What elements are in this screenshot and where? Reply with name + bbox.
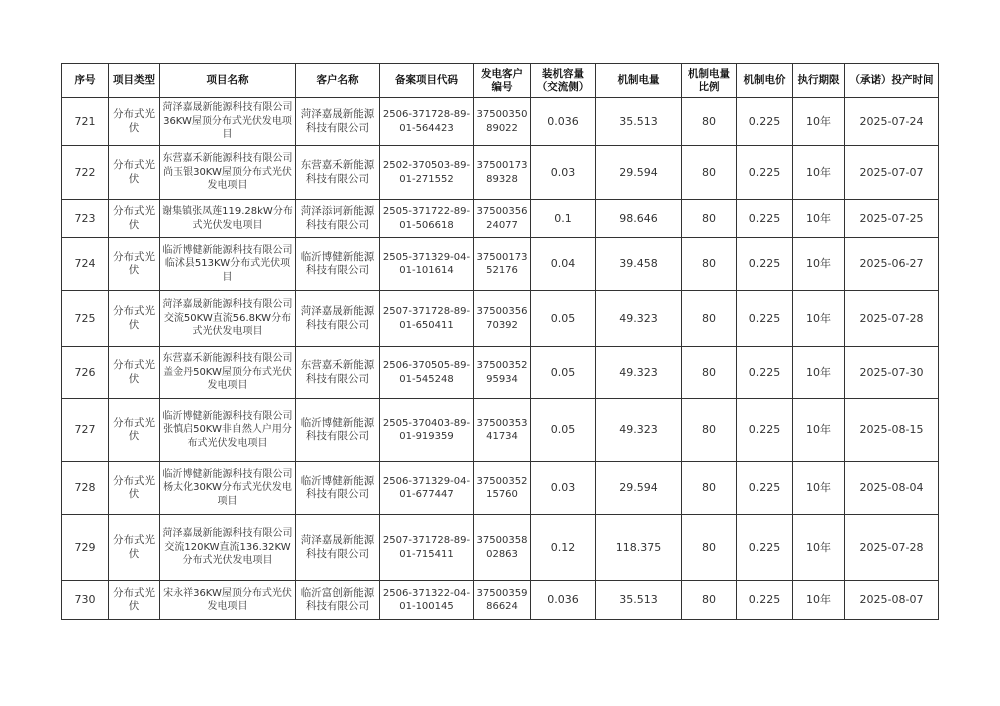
cell-energy: 49.323 — [596, 347, 682, 399]
cell-ratio: 80 — [682, 238, 737, 291]
cell-date: 2025-08-15 — [845, 399, 939, 462]
cell-customer: 临沂博健新能源科技有限公司 — [296, 399, 380, 462]
cell-ratio: 80 — [682, 581, 737, 620]
cell-term: 10年 — [793, 462, 845, 515]
cell-price: 0.225 — [737, 200, 793, 238]
cell-type: 分布式光伏 — [109, 146, 160, 200]
cell-customer: 东营嘉禾新能源科技有限公司 — [296, 146, 380, 200]
table-row — [62, 515, 939, 581]
cell-customer: 临沂博健新能源科技有限公司 — [296, 462, 380, 515]
cell-price: 0.225 — [737, 238, 793, 291]
cell-account: 3750035341734 — [474, 399, 531, 462]
cell-account: 3750035802863 — [474, 515, 531, 581]
cell-ratio: 80 — [682, 347, 737, 399]
cell-price: 0.225 — [737, 515, 793, 581]
cell-energy: 49.323 — [596, 399, 682, 462]
cell-price: 0.225 — [737, 462, 793, 515]
table-row — [62, 200, 939, 238]
cell-customer: 菏泽嘉晟新能源科技有限公司 — [296, 291, 380, 347]
table-row — [62, 462, 939, 515]
header-account: 发电客户编号 — [474, 64, 531, 98]
cell-type: 分布式光伏 — [109, 291, 160, 347]
cell-price: 0.225 — [737, 399, 793, 462]
cell-no: 722 — [62, 146, 109, 200]
cell-date: 2025-08-04 — [845, 462, 939, 515]
cell-code: 2505-370403-89-01-919359 — [380, 399, 474, 462]
cell-customer: 临沂富创新能源科技有限公司 — [296, 581, 380, 620]
cell-no: 725 — [62, 291, 109, 347]
cell-term: 10年 — [793, 146, 845, 200]
cell-account: 3750017389328 — [474, 146, 531, 200]
table-row — [62, 146, 939, 200]
cell-date: 2025-07-25 — [845, 200, 939, 238]
table-header-row — [62, 64, 939, 98]
cell-price: 0.225 — [737, 291, 793, 347]
cell-code: 2506-371728-89-01-564423 — [380, 98, 474, 146]
header-energy: 机制电量 — [596, 64, 682, 98]
cell-energy: 29.594 — [596, 462, 682, 515]
cell-capacity: 0.04 — [531, 238, 596, 291]
cell-capacity: 0.036 — [531, 581, 596, 620]
cell-term: 10年 — [793, 238, 845, 291]
cell-energy: 39.458 — [596, 238, 682, 291]
cell-term: 10年 — [793, 347, 845, 399]
header-no: 序号 — [62, 64, 109, 98]
cell-ratio: 80 — [682, 291, 737, 347]
cell-no: 728 — [62, 462, 109, 515]
cell-capacity: 0.1 — [531, 200, 596, 238]
cell-energy: 35.513 — [596, 581, 682, 620]
header-capacity: 装机容量（交流侧） — [531, 64, 596, 98]
cell-code: 2506-371329-04-01-677447 — [380, 462, 474, 515]
cell-account: 3750035089022 — [474, 98, 531, 146]
cell-account: 3750035986624 — [474, 581, 531, 620]
cell-date: 2025-07-28 — [845, 291, 939, 347]
cell-price: 0.225 — [737, 98, 793, 146]
cell-no: 727 — [62, 399, 109, 462]
cell-term: 10年 — [793, 581, 845, 620]
header-term: 执行期限 — [793, 64, 845, 98]
cell-name: 菏泽嘉晟新能源科技有限公司交流50KW直流56.8KW分布式光伏发电项目 — [160, 291, 296, 347]
cell-date: 2025-07-28 — [845, 515, 939, 581]
cell-term: 10年 — [793, 399, 845, 462]
cell-capacity: 0.03 — [531, 146, 596, 200]
cell-ratio: 80 — [682, 515, 737, 581]
cell-term: 10年 — [793, 200, 845, 238]
cell-account: 3750035624077 — [474, 200, 531, 238]
cell-price: 0.225 — [737, 347, 793, 399]
cell-code: 2506-371322-04-01-100145 — [380, 581, 474, 620]
cell-no: 729 — [62, 515, 109, 581]
cell-name: 谢集镇张凤莲119.28kW分布式光伏发电项目 — [160, 200, 296, 238]
cell-date: 2025-07-07 — [845, 146, 939, 200]
cell-type: 分布式光伏 — [109, 238, 160, 291]
cell-date: 2025-07-24 — [845, 98, 939, 146]
cell-code: 2507-371728-89-01-715411 — [380, 515, 474, 581]
cell-type: 分布式光伏 — [109, 462, 160, 515]
cell-name: 东营嘉禾新能源科技有限公司盖金丹50KW屋顶分布式光伏发电项目 — [160, 347, 296, 399]
cell-energy: 29.594 — [596, 146, 682, 200]
cell-energy: 49.323 — [596, 291, 682, 347]
cell-date: 2025-07-30 — [845, 347, 939, 399]
table-row — [62, 581, 939, 620]
cell-no: 726 — [62, 347, 109, 399]
cell-energy: 118.375 — [596, 515, 682, 581]
cell-date: 2025-06-27 — [845, 238, 939, 291]
cell-customer: 临沂博健新能源科技有限公司 — [296, 238, 380, 291]
cell-capacity: 0.05 — [531, 291, 596, 347]
cell-customer: 菏泽添诃新能源科技有限公司 — [296, 200, 380, 238]
header-type: 项目类型 — [109, 64, 160, 98]
table-row — [62, 399, 939, 462]
header-ratio: 机制电量比例 — [682, 64, 737, 98]
cell-name: 菏泽嘉晟新能源科技有限公司交流120KW直流136.32KW分布式光伏发电项目 — [160, 515, 296, 581]
cell-no: 724 — [62, 238, 109, 291]
cell-capacity: 0.12 — [531, 515, 596, 581]
cell-code: 2506-370505-89-01-545248 — [380, 347, 474, 399]
cell-capacity: 0.036 — [531, 98, 596, 146]
cell-date: 2025-08-07 — [845, 581, 939, 620]
cell-term: 10年 — [793, 98, 845, 146]
cell-no: 730 — [62, 581, 109, 620]
cell-account: 3750017352176 — [474, 238, 531, 291]
cell-name: 临沂博健新能源科技有限公司临沭县513KW分布式光伏项目 — [160, 238, 296, 291]
table-row — [62, 291, 939, 347]
cell-energy: 98.646 — [596, 200, 682, 238]
header-customer: 客户名称 — [296, 64, 380, 98]
cell-account: 3750035670392 — [474, 291, 531, 347]
header-name: 项目名称 — [160, 64, 296, 98]
cell-name: 东营嘉禾新能源科技有限公司尚玉银30KW屋顶分布式光伏发电项目 — [160, 146, 296, 200]
cell-name: 临沂博健新能源科技有限公司杨太化30KW分布式光伏发电项目 — [160, 462, 296, 515]
cell-customer: 东营嘉禾新能源科技有限公司 — [296, 347, 380, 399]
cell-type: 分布式光伏 — [109, 347, 160, 399]
cell-capacity: 0.05 — [531, 347, 596, 399]
cell-customer: 菏泽嘉晟新能源科技有限公司 — [296, 515, 380, 581]
cell-type: 分布式光伏 — [109, 515, 160, 581]
cell-code: 2505-371329-04-01-101614 — [380, 238, 474, 291]
cell-term: 10年 — [793, 515, 845, 581]
cell-price: 0.225 — [737, 581, 793, 620]
header-date: （承诺）投产时间 — [845, 64, 939, 98]
cell-capacity: 0.05 — [531, 399, 596, 462]
table-row — [62, 347, 939, 399]
cell-code: 2502-370503-89-01-271552 — [380, 146, 474, 200]
cell-type: 分布式光伏 — [109, 98, 160, 146]
cell-customer: 菏泽嘉晟新能源科技有限公司 — [296, 98, 380, 146]
header-price: 机制电价 — [737, 64, 793, 98]
cell-energy: 35.513 — [596, 98, 682, 146]
cell-term: 10年 — [793, 291, 845, 347]
cell-name: 临沂博健新能源科技有限公司张慎启50KW非自然人户用分布式光伏发电项目 — [160, 399, 296, 462]
cell-price: 0.225 — [737, 146, 793, 200]
cell-ratio: 80 — [682, 98, 737, 146]
cell-no: 723 — [62, 200, 109, 238]
cell-account: 3750035295934 — [474, 347, 531, 399]
project-table — [61, 63, 939, 620]
cell-capacity: 0.03 — [531, 462, 596, 515]
cell-code: 2505-371722-89-01-506618 — [380, 200, 474, 238]
cell-account: 3750035215760 — [474, 462, 531, 515]
header-code: 备案项目代码 — [380, 64, 474, 98]
cell-name: 宋永祥36KW屋顶分布式光伏发电项目 — [160, 581, 296, 620]
cell-ratio: 80 — [682, 399, 737, 462]
cell-ratio: 80 — [682, 462, 737, 515]
cell-ratio: 80 — [682, 200, 737, 238]
table-row — [62, 238, 939, 291]
table-row — [62, 98, 939, 146]
cell-name: 菏泽嘉晟新能源科技有限公司36KW屋顶分布式光伏发电项目 — [160, 98, 296, 146]
cell-ratio: 80 — [682, 146, 737, 200]
cell-type: 分布式光伏 — [109, 399, 160, 462]
cell-no: 721 — [62, 98, 109, 146]
cell-code: 2507-371728-89-01-650411 — [380, 291, 474, 347]
cell-type: 分布式光伏 — [109, 581, 160, 620]
cell-type: 分布式光伏 — [109, 200, 160, 238]
